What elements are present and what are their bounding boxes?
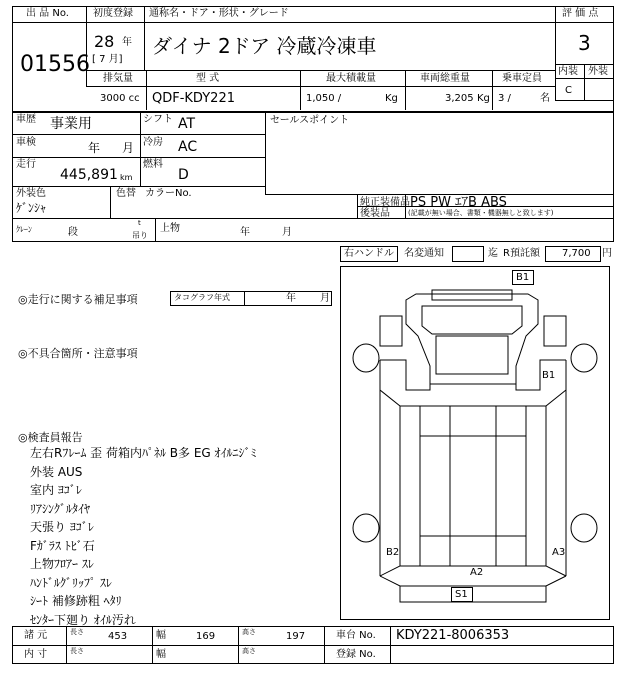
- crane-hoist: 吊り: [132, 231, 148, 240]
- report-line: 天張り ﾖｺﾞﾚ: [30, 520, 94, 534]
- inspector-report-label: ◎検査員報告: [18, 431, 83, 444]
- tacho-label: タコグラフ年式: [174, 293, 230, 302]
- length-value: 453: [108, 631, 128, 642]
- history-label: 車歴: [16, 114, 36, 125]
- width-value: 169: [196, 631, 216, 642]
- crane-ton: t: [138, 219, 141, 227]
- name-change-box: [452, 246, 484, 262]
- first-reg-year: 28: [94, 32, 115, 51]
- displacement: 3000 cc: [100, 93, 140, 104]
- history-value: 事業用: [50, 116, 92, 132]
- score-label: 評 価 点: [562, 8, 599, 19]
- tacho-year-unit: 年: [286, 293, 296, 304]
- report-line: ｾﾝﾀｰ下廻り ｵｲﾙ汚れ: [30, 612, 136, 627]
- interior-label: 内装: [558, 66, 578, 77]
- aftermarket-note: (記載が無い場合、書類・機器無しと致します): [408, 209, 554, 217]
- report-line: ｼｰﾄ 補修跡粗 ﾍﾀﾘ: [30, 594, 122, 608]
- capacity-label: 乗車定員: [502, 73, 542, 84]
- driving-notes-label: ◎走行に関する補足事項: [18, 293, 138, 306]
- crane-dan: 段: [68, 227, 78, 238]
- model-label: 型 式: [196, 73, 220, 84]
- mark-a3: A3: [552, 547, 566, 558]
- mileage-label: 走行: [16, 159, 36, 170]
- height-value: 197: [286, 631, 306, 642]
- fuel-label: 燃料: [143, 159, 163, 170]
- report-line: ﾘｱｼﾝｸﾞﾙﾀｲﾔ: [30, 501, 91, 516]
- name-change-label: 名変通知: [404, 248, 444, 259]
- dims-label: 諸 元: [24, 630, 48, 641]
- interior-grade: C: [565, 85, 572, 96]
- mileage-value: 445,891: [60, 167, 118, 183]
- car-name-label: 通称名・ドア・形状・グレード: [149, 8, 289, 19]
- ac-label: 冷房: [143, 137, 163, 148]
- report-line: 左右Rﾌﾚｰﾑ 歪 荷箱内ﾊﾟﾈﾙ B多 EG ｵｲﾙﾆｼﾞﾐ: [30, 446, 257, 460]
- recycle-label: R預託額: [503, 248, 540, 259]
- tax-label: 迄: [488, 248, 498, 259]
- mark-s1: S1: [455, 589, 468, 600]
- inspection-month-unit: 月: [122, 141, 135, 155]
- ext-color-label: 外装色: [16, 188, 46, 199]
- gross-weight-unit: Kg: [477, 93, 490, 104]
- report-line: 外装 AUS: [30, 464, 83, 479]
- steering: 右ハンドル: [344, 248, 394, 259]
- inner-height-label: 高さ: [242, 647, 256, 655]
- length-label: 長さ: [70, 628, 84, 636]
- upper-year-unit: 年: [240, 227, 250, 238]
- first-reg-month: [ 7 月]: [92, 54, 123, 65]
- model: QDF-KDY221: [152, 91, 235, 106]
- mark-b1-right: B1: [542, 370, 556, 381]
- tacho-month-unit: 月: [320, 293, 330, 304]
- chassis-value: KDY221-8006353: [396, 628, 510, 643]
- upper-month-unit: 月: [282, 227, 292, 238]
- reg-label: 登録 No.: [336, 649, 376, 660]
- inner-width-label: 幅: [156, 649, 166, 660]
- inspection-year-unit: 年: [88, 141, 101, 155]
- car-name: ダイナ 2ドア 冷蔵冷凍車: [152, 34, 377, 58]
- year-unit: 年: [122, 37, 132, 48]
- width-label: 幅: [156, 630, 166, 641]
- capacity-unit: 名: [540, 93, 550, 104]
- capacity: 3 /: [498, 93, 511, 104]
- fuel-value: D: [178, 167, 189, 183]
- mark-b2: B2: [386, 547, 400, 558]
- sales-point-label: セールスポイント: [270, 115, 350, 126]
- ext-color-value: ｹﾞﾝｼｬ: [16, 201, 47, 215]
- lot-no-label: 出 品 No.: [26, 8, 69, 19]
- chassis-label: 車台 No.: [336, 630, 376, 641]
- ac-value: AC: [178, 139, 198, 155]
- mark-b1-top: B1: [516, 272, 530, 283]
- height-label: 高さ: [242, 628, 256, 636]
- inspection-label: 車検: [16, 137, 36, 148]
- score: 3: [578, 31, 591, 55]
- recycle-unit: 円: [602, 248, 612, 259]
- defects-label: ◎不具合箇所・注意事項: [18, 347, 138, 360]
- equipment-label: 純正装備品: [360, 197, 410, 208]
- report-line: ﾊﾝﾄﾞﾙｸﾞﾘｯﾌﾟ ｽﾚ: [30, 575, 112, 590]
- color-change-label: 色替: [116, 188, 136, 199]
- first-reg-label: 初度登録: [93, 8, 133, 19]
- lot-no: 01556: [20, 52, 90, 77]
- max-load-unit: Kg: [385, 93, 398, 104]
- upper-label: 上物: [160, 223, 180, 234]
- gross-weight-label: 車両総重量: [420, 73, 470, 84]
- color-no-label: カラーNo.: [145, 188, 192, 199]
- shift-label: シフト: [143, 114, 173, 125]
- inner-length-label: 長さ: [70, 647, 84, 655]
- report-line: Fｶﾞﾗｽ ﾄﾋﾞ石: [30, 538, 95, 553]
- shift-value: AT: [178, 116, 196, 132]
- inner-label: 内 寸: [24, 649, 48, 660]
- displacement-label: 排気量: [103, 73, 133, 84]
- recycle-value: 7,700: [562, 248, 591, 259]
- report-line: 室内 ﾖｺﾞﾚ: [30, 483, 82, 497]
- max-load-label: 最大積載量: [326, 73, 376, 84]
- gross-weight: 3,205: [445, 93, 474, 104]
- crane-label: ｸﾚｰﾝ: [16, 225, 32, 234]
- aftermarket-label: 後装品: [360, 208, 390, 219]
- max-load: 1,050 /: [306, 93, 342, 104]
- mark-a2: A2: [470, 567, 484, 578]
- exterior-label: 外装: [588, 66, 608, 77]
- mileage-unit: km: [120, 173, 133, 182]
- equipment-value: PS PW ｴｱB ABS: [410, 195, 507, 210]
- report-line: 上物ﾌﾛｱｰ ｽﾚ: [30, 557, 94, 571]
